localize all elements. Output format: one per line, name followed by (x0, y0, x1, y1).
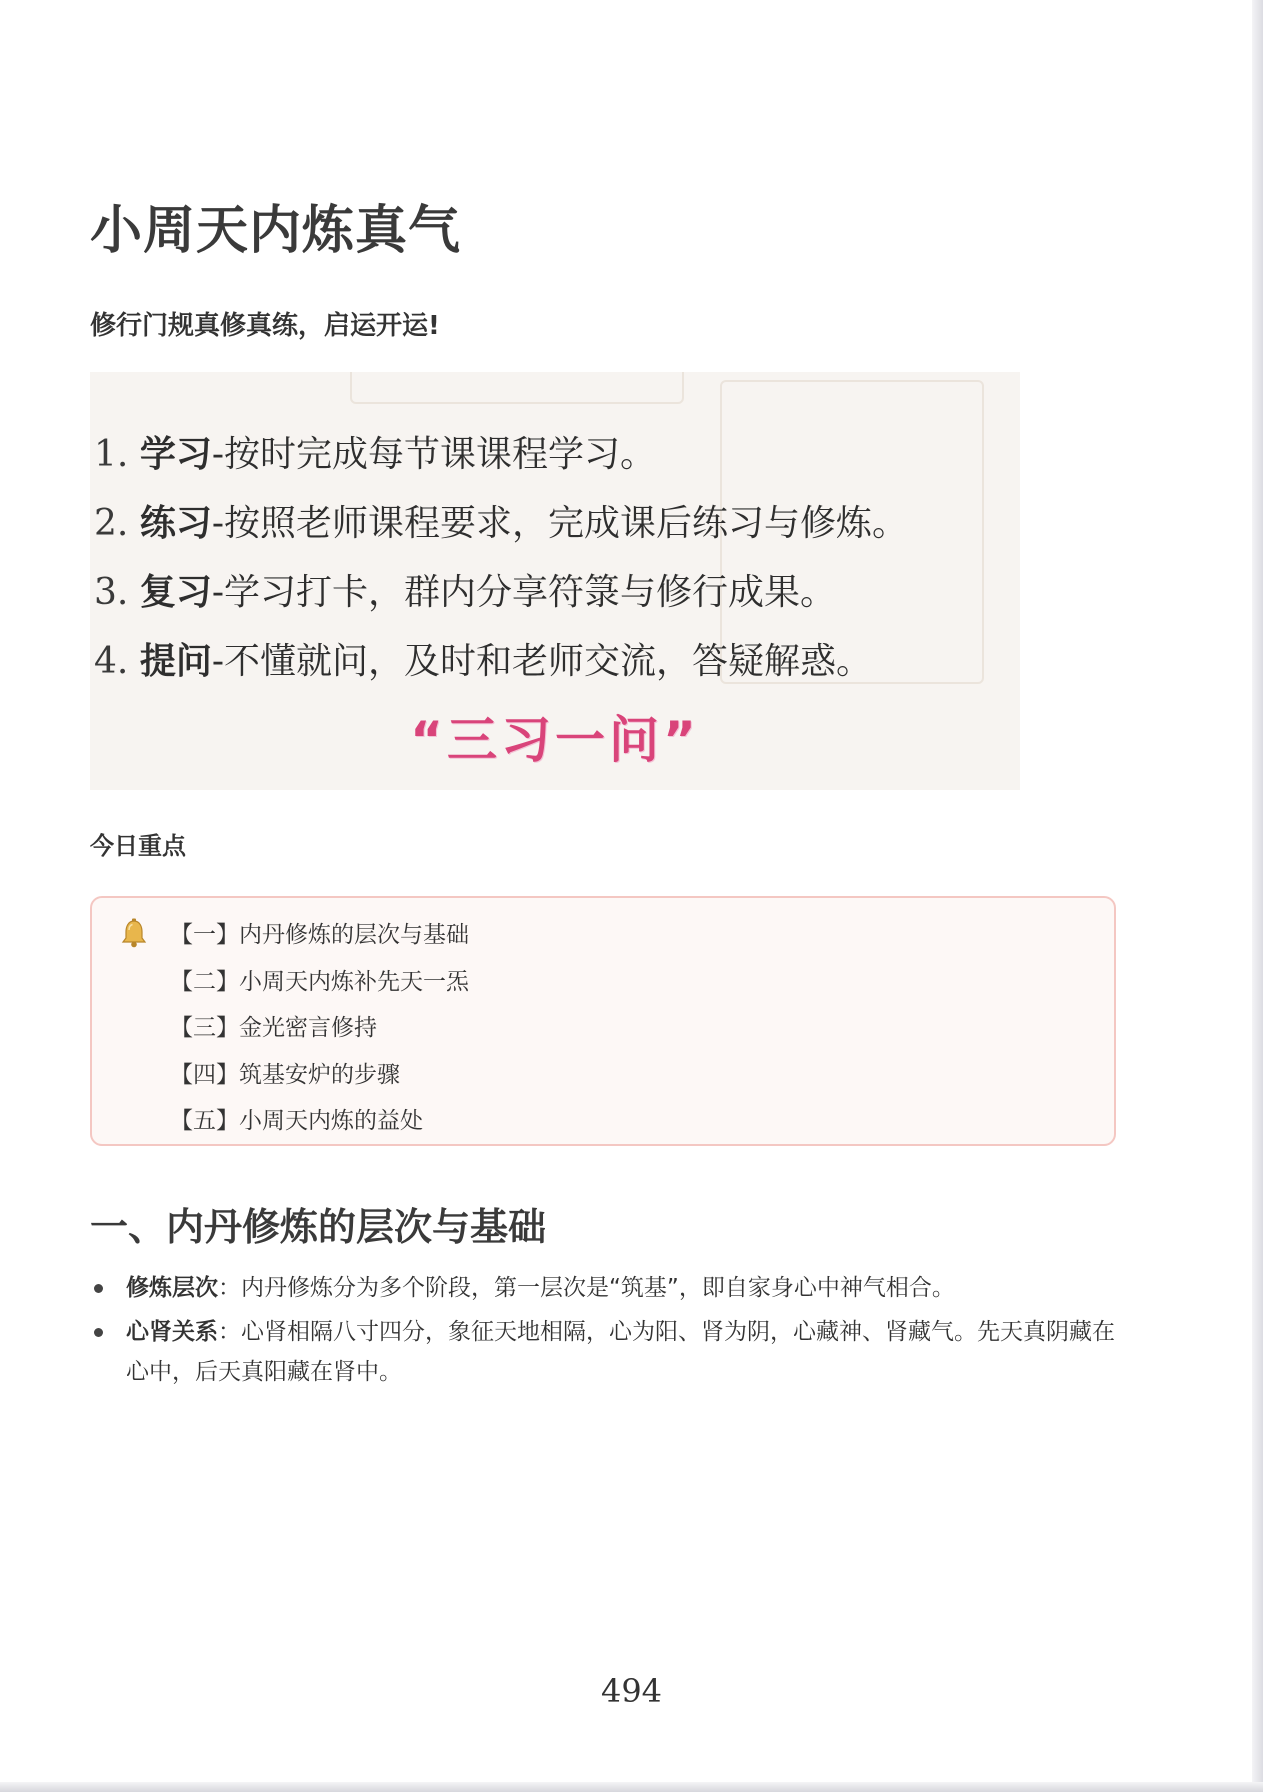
rule-text: -按照老师课程要求，完成课后练习与修炼。 (211, 503, 908, 544)
bell-icon (120, 918, 148, 948)
focus-item: 【四】筑基安炉的步骤 (170, 1061, 400, 1088)
rule-number: 1. (94, 434, 129, 475)
focus-item: 【五】小周天内炼的益处 (170, 1108, 423, 1134)
banner-rule (94, 558, 908, 627)
rule-number: 2. (94, 503, 129, 544)
rule-keyword: 学习 (139, 433, 212, 475)
banner-rule (94, 627, 908, 696)
focus-item: 【一】内丹修炼的层次与基础 (170, 922, 469, 948)
focus-list (170, 912, 469, 1145)
rule-number: 4. (94, 641, 129, 682)
bullet-term: 心肾关系 (126, 1319, 218, 1345)
bullet-item (90, 1312, 1120, 1392)
rule-keyword: 提问 (139, 640, 212, 682)
bullet-item (90, 1268, 1120, 1308)
rule-number: 3. (94, 572, 129, 613)
focus-item: 【三】金光密言修持 (170, 1015, 377, 1041)
bullet-text: ：内丹修炼分为多个阶段，第一层次是“筑基”，即自家身心中神气相合。 (218, 1275, 955, 1301)
today-focus-callout (90, 896, 1116, 1146)
page-edge (1252, 0, 1263, 1792)
focus-item: 【二】小周天内炼补先天一炁 (170, 968, 469, 995)
rule-keyword: 复习 (139, 571, 212, 613)
rule-keyword: 练习 (139, 502, 212, 544)
page-subtitle: 修行门规真修真练，启运开运! (90, 311, 440, 341)
bullet-text: ：心肾相隔八寸四分，象征天地相隔，心为阳、肾为阴，心藏神、肾藏气。先天真阴藏在心中，后天真阳藏在肾中。 (126, 1319, 1115, 1385)
bullet-dot-icon (94, 1328, 103, 1337)
rule-text: -不懂就问，及时和老师交流，答疑解惑。 (211, 641, 872, 682)
rules-banner-image (90, 372, 1020, 790)
page-edge (0, 1782, 1263, 1792)
banner-background-shape (350, 372, 684, 404)
banner-rule (94, 489, 908, 558)
bullet-term: 修炼层次 (126, 1275, 218, 1301)
banner-rules-list (94, 420, 908, 696)
section-bullet-list (90, 1268, 1120, 1396)
page-title: 小周天内炼真气 (90, 201, 462, 261)
banner-rule (94, 420, 908, 489)
banner-slogan: “三习一问” (410, 711, 700, 769)
today-focus-label: 今日重点 (90, 832, 186, 860)
rule-text: -按时完成每节课课程学习。 (211, 434, 656, 475)
rule-text: -学习打卡，群内分享符箓与修行成果。 (211, 572, 836, 613)
bullet-dot-icon (94, 1284, 103, 1293)
page-number: 494 (600, 1672, 663, 1710)
section-heading: 一、内丹修炼的层次与基础 (90, 1205, 547, 1249)
